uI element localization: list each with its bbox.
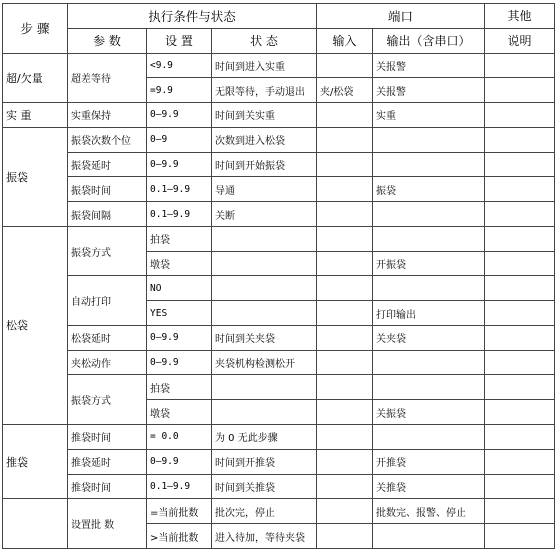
param-cell: 松袋延时 bbox=[68, 325, 147, 350]
param-cell: 振袋次数个位 bbox=[68, 127, 147, 152]
note-cell bbox=[485, 103, 555, 128]
setting-cell: 0—9.9 bbox=[147, 325, 212, 350]
input-cell bbox=[317, 152, 373, 177]
output-cell: 关夹袋 bbox=[373, 325, 485, 350]
state-cell bbox=[212, 400, 317, 425]
header-param: 参 数 bbox=[68, 28, 147, 53]
table-row bbox=[3, 499, 555, 524]
header-input: 输入 bbox=[317, 28, 373, 53]
state-cell: 时间到关夹袋 bbox=[212, 325, 317, 350]
input-cell bbox=[317, 226, 373, 251]
note-cell bbox=[485, 499, 555, 524]
setting-cell: = 0.0 bbox=[147, 425, 212, 450]
param-cell: 实重保持 bbox=[68, 103, 147, 128]
input-cell bbox=[317, 375, 373, 400]
header-setting: 设 置 bbox=[147, 28, 212, 53]
input-cell bbox=[317, 449, 373, 474]
table-row bbox=[3, 449, 555, 474]
note-cell bbox=[485, 78, 555, 103]
step-batch bbox=[3, 499, 68, 549]
setting-cell: <9.9 bbox=[147, 53, 212, 78]
param-cell: 自动打印 bbox=[68, 276, 147, 326]
setting-cell: 0—9.9 bbox=[147, 103, 212, 128]
note-cell bbox=[485, 524, 555, 549]
setting-cell: =当前批数 bbox=[147, 499, 212, 524]
state-cell: 导通 bbox=[212, 177, 317, 202]
state-cell: 批次完，停止 bbox=[212, 499, 317, 524]
output-cell bbox=[373, 425, 485, 450]
table-row bbox=[3, 474, 555, 499]
table-row bbox=[3, 375, 555, 400]
input-cell bbox=[317, 127, 373, 152]
header-other: 其他 bbox=[485, 4, 555, 29]
note-cell bbox=[485, 325, 555, 350]
param-cell: 振袋方式 bbox=[68, 226, 147, 276]
table-row bbox=[3, 325, 555, 350]
param-cell: 推袋延时 bbox=[68, 449, 147, 474]
header-state: 状 态 bbox=[212, 28, 317, 53]
param-cell: 推袋时间 bbox=[68, 425, 147, 450]
note-cell bbox=[485, 177, 555, 202]
output-cell: 打印输出 bbox=[373, 301, 485, 326]
output-cell: 关推袋 bbox=[373, 474, 485, 499]
param-cell: 设置批 数 bbox=[68, 499, 147, 549]
note-cell bbox=[485, 226, 555, 251]
state-cell bbox=[212, 251, 317, 276]
setting-cell: 墩袋 bbox=[147, 400, 212, 425]
note-cell bbox=[485, 251, 555, 276]
state-cell bbox=[212, 226, 317, 251]
step-push: 推袋 bbox=[3, 425, 68, 499]
input-cell bbox=[317, 251, 373, 276]
input-cell bbox=[317, 202, 373, 227]
setting-cell: 0—9.9 bbox=[147, 152, 212, 177]
state-cell: 无限等待，手动退出 bbox=[212, 78, 317, 103]
input-cell bbox=[317, 103, 373, 128]
table-row bbox=[3, 103, 555, 128]
output-cell: 关报警 bbox=[373, 53, 485, 78]
output-cell: 关报警 bbox=[373, 78, 485, 103]
setting-cell: 拍袋 bbox=[147, 375, 212, 400]
parameter-table bbox=[2, 3, 555, 549]
output-cell bbox=[373, 127, 485, 152]
output-cell bbox=[373, 202, 485, 227]
table-row bbox=[3, 276, 555, 301]
table-row bbox=[3, 152, 555, 177]
input-cell bbox=[317, 524, 373, 549]
setting-cell: 0.1—9.9 bbox=[147, 202, 212, 227]
output-cell: 振袋 bbox=[373, 177, 485, 202]
table-row bbox=[3, 53, 555, 78]
step-over-under: 超/欠量 bbox=[3, 53, 68, 103]
setting-cell: 0.1—9.9 bbox=[147, 177, 212, 202]
setting-cell: 0—9.9 bbox=[147, 350, 212, 375]
setting-cell: NO bbox=[147, 276, 212, 301]
state-cell: 为 0 无此步骤 bbox=[212, 425, 317, 450]
output-cell: 开推袋 bbox=[373, 449, 485, 474]
setting-cell: 0—9.9 bbox=[147, 449, 212, 474]
note-cell bbox=[485, 350, 555, 375]
note-cell bbox=[485, 53, 555, 78]
output-cell bbox=[373, 375, 485, 400]
table-row bbox=[3, 127, 555, 152]
state-cell: 进入待加，等待夹袋 bbox=[212, 524, 317, 549]
param-cell: 推袋时间 bbox=[68, 474, 147, 499]
header-port: 端口 bbox=[317, 4, 485, 29]
output-cell bbox=[373, 350, 485, 375]
input-cell bbox=[317, 325, 373, 350]
step-actual-weight: 实 重 bbox=[3, 103, 68, 128]
state-cell bbox=[212, 276, 317, 301]
output-cell: 开振袋 bbox=[373, 251, 485, 276]
param-cell: 振袋方式 bbox=[68, 375, 147, 425]
output-cell: 关振袋 bbox=[373, 400, 485, 425]
setting-cell: =9.9 bbox=[147, 78, 212, 103]
input-cell bbox=[317, 177, 373, 202]
note-cell bbox=[485, 375, 555, 400]
step-release: 松袋 bbox=[3, 226, 68, 424]
note-cell bbox=[485, 127, 555, 152]
note-cell bbox=[485, 425, 555, 450]
table-row bbox=[3, 425, 555, 450]
param-cell: 振袋延时 bbox=[68, 152, 147, 177]
output-cell bbox=[373, 152, 485, 177]
state-cell: 时间到开推袋 bbox=[212, 449, 317, 474]
state-cell: 时间到关实重 bbox=[212, 103, 317, 128]
note-cell bbox=[485, 301, 555, 326]
setting-cell: >当前批数 bbox=[147, 524, 212, 549]
header-row-1 bbox=[3, 4, 555, 29]
input-cell bbox=[317, 53, 373, 78]
output-cell: 批数完、报警、停止 bbox=[373, 499, 485, 524]
state-cell: 时间到开始振袋 bbox=[212, 152, 317, 177]
state-cell: 时间到进入实重 bbox=[212, 53, 317, 78]
input-cell bbox=[317, 474, 373, 499]
input-cell bbox=[317, 276, 373, 301]
state-cell bbox=[212, 301, 317, 326]
note-cell bbox=[485, 202, 555, 227]
note-cell bbox=[485, 474, 555, 499]
setting-cell: 拍袋 bbox=[147, 226, 212, 251]
header-note: 说明 bbox=[485, 28, 555, 53]
input-cell bbox=[317, 425, 373, 450]
note-cell bbox=[485, 276, 555, 301]
output-cell bbox=[373, 524, 485, 549]
param-cell: 振袋间隔 bbox=[68, 202, 147, 227]
table-row bbox=[3, 350, 555, 375]
param-cell: 夹松动作 bbox=[68, 350, 147, 375]
input-cell bbox=[317, 301, 373, 326]
table-row bbox=[3, 226, 555, 251]
state-cell: 夹袋机构检测松开 bbox=[212, 350, 317, 375]
header-conditions: 执行条件与状态 bbox=[68, 4, 317, 29]
table-row bbox=[3, 202, 555, 227]
header-row-2 bbox=[3, 28, 555, 53]
param-cell: 超差等待 bbox=[68, 53, 147, 103]
state-cell: 关断 bbox=[212, 202, 317, 227]
note-cell bbox=[485, 449, 555, 474]
table-row bbox=[3, 177, 555, 202]
setting-cell: 墩袋 bbox=[147, 251, 212, 276]
input-cell: 夹/松袋 bbox=[317, 78, 373, 103]
note-cell bbox=[485, 400, 555, 425]
output-cell bbox=[373, 226, 485, 251]
header-output: 输出（含串口） bbox=[373, 28, 485, 53]
header-step: 步 骤 bbox=[3, 4, 68, 54]
note-cell bbox=[485, 152, 555, 177]
output-cell bbox=[373, 276, 485, 301]
input-cell bbox=[317, 400, 373, 425]
param-cell: 振袋时间 bbox=[68, 177, 147, 202]
state-cell: 次数到进入松袋 bbox=[212, 127, 317, 152]
input-cell bbox=[317, 350, 373, 375]
state-cell: 时间到关推袋 bbox=[212, 474, 317, 499]
input-cell bbox=[317, 499, 373, 524]
output-cell: 实重 bbox=[373, 103, 485, 128]
setting-cell: 0—9 bbox=[147, 127, 212, 152]
step-shake: 振袋 bbox=[3, 127, 68, 226]
setting-cell: 0.1—9.9 bbox=[147, 474, 212, 499]
setting-cell: YES bbox=[147, 301, 212, 326]
state-cell bbox=[212, 375, 317, 400]
